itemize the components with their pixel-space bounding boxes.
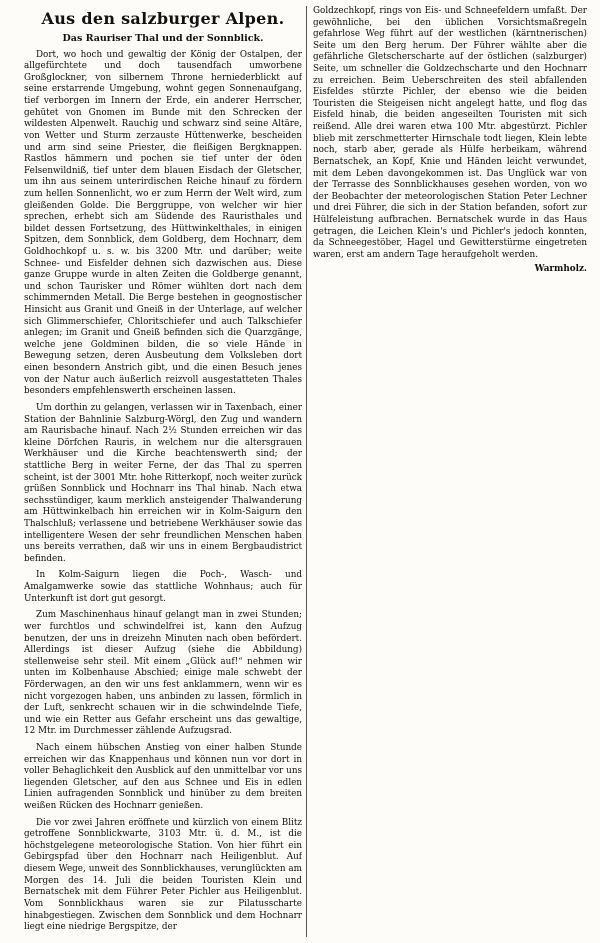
author-signature: Warmholz. xyxy=(534,264,587,275)
paragraph-journey: Um dorthin zu gelangen, verlassen wir in Taxenbach, einer Station der Bahnlinie Salzburg-Wörgl, den Zug und wandern am Raurisbache hinauf. Nach 2½ Stunden erreichen wir das kleine Dörfchen Rauris, in welchem nur die altersgrauen Werkhäuser und die Kirche beachtenswerth sind; der stattliche Berg in weiter Ferne, der das Thal zu sperren scheint, ist der 3001 Mtr. hohe Ritterkopf, noch weiter zurück grüßen Sonnblick und Hochnarr ins Thal hinab. Nach etwa sechsstündiger, kaum merklich ansteigender Thalwanderung am Hüttwinkelbach hin erreichen wir in Kolm-Saigurn den Thalschluß; verlassene und betriebene Werkhäuser sowie das intelligentere Wesen der sehr freundlichen Menschen haben uns bereits verrathen, daß wir uns in einem Bergbaudistrict befinden. xyxy=(24,402,302,564)
paragraph-sonnblickwarte: Die vor zwei Jahren eröffnete und kürzlich von einem Blitz getroffene Sonnblickwarte, 3103 Mtr. ü. d. M., ist die höchstgelegene meteorologische Station. Von hier führt ein Gebirgspfad über den Hochnarr nach Heiligenblut. Auf diesem Wege, unweit des Sonnblickhauses, verunglückten am Morgen des 14. Juli die beiden Touristen Klein und Bernatschek mit dem Führer Peter Pichler aus Heiligenblut. Vom Sonnblickhaus waren sie zur Pilatusscharte hinabgestiegen. Zwischen dem Sonnblick und dem Hochnarr liegt eine niedrige Bergspitze, der xyxy=(24,817,302,933)
paragraph-kolm-saigurn: In Kolm-Saigurn liegen die Poch-, Wasch- und Amalgamwerke sowie das stattliche Wohnhaus; auch für Unterkunft ist dort gut gesorgt. xyxy=(24,570,302,604)
paragraph-intro: Dort, wo hoch und gewaltig der König der Ostalpen, der allgefürchtete und doch tausendfach umworbene Großglockner, von silbernem Throne herniederblickt auf seine erstarrende Umgebung, wohnt gegen Sonnenaufgang, tief verborgen im Innern der Erde, ein anderer Herrscher, gehütet von Gnomen im Bunde mit den Schrecken der wildesten Alpenwelt. Rauchig und schwarz sind seine Altäre, von Wetter und Sturm zerzauste Hüttenwerke, bescheiden und arm sind seine Priester, die fleißigen Bergknappen. Rastlos hämmern und pochen sie tief unter der öden Felsenwildniß, tief unter dem blauen Eisdach der Gletscher, um ihn aus seinem unterirdischen Reiche hinauf zu fördern zum hellen Sonnenlicht, wo er zum Herrn der Welt wird, zum gleißenden Golde. Die Berggruppe, von welcher wir hier sprechen, erhebt sich am Südende des Rauristhales und bildet dessen Fortsetzung, des Hüttwinkelthales, in einigen Spitzen, dem Sonnblick, dem Goldberg, dem Hochnarr, dem Goldhochkopf u. s. w. bis 3200 Mtr. und darüber; weite Schnee- und Eisfelder dehnen sich dazwischen aus. Diese ganze Gruppe wurde in alten Zeiten die Goldberge genannt, und schon Taurisker und Römer wühlten dort nach dem schimmernden Metall. Die Berge bestehen in geognostischer Hinsicht aus Granit und Gneiß in der Unterlage, auf welcher sich Glimmerschiefer, Chloritschiefer und auch Talkschiefer anlegen; im Granit und Gneiß befinden sich die Quarzgänge, welche jene Goldminen bilden, die so viele Hände in Bewegung setzen, deren Ausbeutung dem Volksleben dort einen besondern Anstrich gibt, und die einen Besuch jenes von der Natur auch äußerlich reizvoll ausgestatteten Thales besonders empfehlenswerth erscheinen lassen. xyxy=(24,49,302,397)
paragraph-aufzug: Zum Maschinenhaus hinauf gelangt man in zwei Stunden; wer furchtlos und schwindelfrei ist, kann den Aufzug benutzen, der uns in dreizehn Minuten nach oben befördert. Allerdings ist dieser Aufzug (siehe die Abbildung) stellenweise sehr steil. Mit einem „Glück auf!“ nehmen wir unten im Kolbenhause Abschied; einige male schwebt der Förderwagen, an den wir uns fest anklammern, wenn wir es nicht vorgezogen haben, uns anbinden zu lassen, förmlich in der Luft, senkrecht schauen wir in die schwindelnde Tiefe, und wie ein Retter aus Gefahr erscheint uns das gewaltige, 12 Mtr. im Durchmesser zählende Aufzugsrad. xyxy=(24,610,302,737)
article-title: Aus den salzburger Alpen. xyxy=(41,9,285,28)
left-column xyxy=(24,6,302,937)
paragraph-knappenhaus: Nach einem hübschen Anstieg von einer halben Stunde erreichen wir das Knappenhaus und können nun vor dort in voller Behaglichkeit den Ausblick auf den unmittelbar vor uns liegenden Gletscher, auf den aus Schnee und Eis in edlen Linien aufragenden Sonnblick und hinüber zu dem breiten weißen Rücken des Hochnarr genießen. xyxy=(24,742,302,812)
right-column xyxy=(313,6,587,937)
paragraph-accident: Goldzechkopf, rings von Eis- und Schneefeldern umfaßt. Der gewöhnliche, bei den üblichen Vorsichtsmaßregeln gefahrlose Weg führt auf der westlichen (kärntnerischen) Seite um den Berg herum. Der Führer wählte aber die gefährliche Gletscherscharte auf der östlichen (salzburger) Seite, um schneller die Goldzechscharte und den Hochnarr zu erreichen. Beim Ueberschreiten des steil abfallenden Eisfeldes stürzte Pichler, der ebenso wie die beiden Touristen die Steigeisen nicht angelegt hatte, und flog das Eisfeld hinab, die beiden angeseilten Touristen mit sich reißend. Alle drei waren etwa 100 Mtr. abgestürzt. Pichler blieb mit zerschmetterter Hirnschale todt liegen, Klein lebte noch, starb aber, gerade als Hülfe herbeikam, während Bernatschek, an Kopf, Knie und Händen leicht verwundet, mit dem Leben davongekommen ist. Das Unglück war von der Terrasse des Sonnblickhauses gesehen worden, von wo der Beobachter der meteorologischen Station Peter Lechner und drei Führer, die sich in der Station befanden, sofort zur Hülfeleistung aufbrachen. Bernatschek wurde in das Haus getragen, die Leichen Klein's und Pichler's jedoch konnten, da Schneegestöber, Hagel und Gewitterstürme eingetreten waren, erst am andern Tage heraufgeholt werden. xyxy=(313,6,587,260)
column-divider xyxy=(306,6,307,937)
article-subtitle: Das Rauriser Thal und der Sonnblick. xyxy=(62,33,264,45)
